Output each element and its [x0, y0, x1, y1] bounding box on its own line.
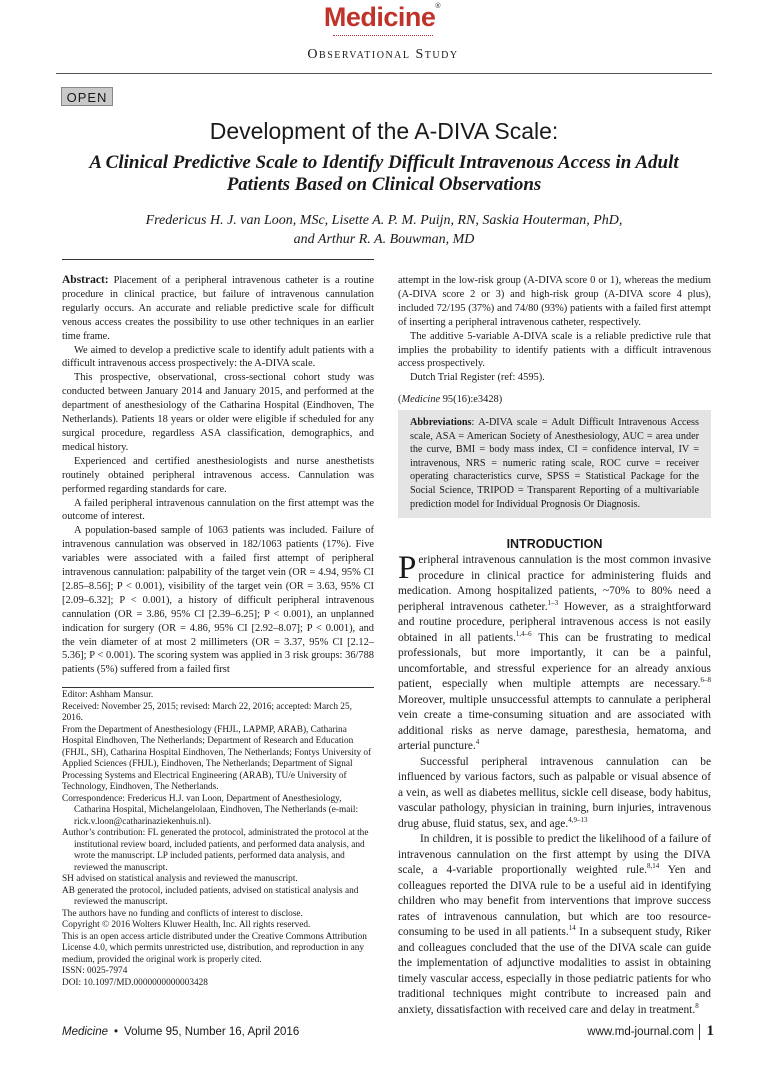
- drop-cap: P: [398, 550, 417, 586]
- article-title: Development of the A-DIVA Scale:: [209, 118, 559, 144]
- footnote-contributions: Author’s contribution: FL generated the protocol, administrated the protocol at the institutional review board, included patients, and performed data analysis, and wrote the manuscript. LP included patients, performed data analysis, and reviewed the manuscript.: [62, 828, 369, 873]
- intro-paragraph-3: [398, 832, 711, 1018]
- citation: (Medicine 95(16):e3428): [398, 394, 503, 406]
- header-rule: [56, 73, 712, 74]
- introduction-heading: INTRODUCTION: [506, 537, 603, 551]
- abstract-heading: Abstract:: [62, 274, 109, 286]
- intro-text: Yen and colleagues reported the DIVA rule to be a useful aid in identifying children who may benefit from interventions that improve success rates of intravenous cannulation, but which are too resource-consuming to be used in all patients.: [398, 864, 711, 938]
- intro-text: eripheral intravenous cannulation is the most common invasive procedure in clinical practice for administering fluids and medication. Among hospitalized patients, ~70% to 80% need a peripheral intravenous catheter.: [398, 554, 711, 613]
- abbreviations-label: Abbreviations: [410, 417, 472, 428]
- intro-text: However, as a straightforward and routine procedure, peripheral intravenous access is not easily obtained in all patients.: [398, 600, 711, 644]
- citation-superscript: 1–3: [547, 598, 559, 607]
- footnote-conflicts: The authors have no funding and conflicts of interest to disclose.: [62, 908, 303, 919]
- citation-superscript: 14: [568, 924, 576, 932]
- intro-text: In children, it is possible to predict the likelihood of a failure of intravenous cannulation on the first attempt by using the DIVA scale, a 4-variable proportionally weighted rule.: [398, 833, 711, 876]
- abstract-left-column: [62, 274, 374, 677]
- author-line-2: and Arthur R. A. Bouwman, MD: [293, 232, 475, 247]
- citation-journal: Medicine: [401, 394, 441, 406]
- intro-text: Moreover, multiple unsuccessful attempts to cannulate a peripheral vein create a time-consuming situation and are associated with additional risks as nerve damage, paresthesia, hematoma, and arterial puncture.: [398, 693, 711, 752]
- journal-url-link[interactable]: www.md-journal.com: [587, 1026, 694, 1038]
- abstract-continuation: attempt in the low-risk group (A-DIVA score 0 or 1), whereas the medium (A-DIVA score 2 or 3) and high-risk group (A-DIVA score 4 plus), included 72/195 (37%) and 74/80 (93%) patients with a failed first attempt of inserting a peripheral intravenous catheter, respectively.: [398, 275, 711, 328]
- intro-text: In a subsequent study, Riker and colleagues concluded that the use of the DIVA scale can guide the implementation of adjunctive modalities to assist in obtaining timely vascular access, especially in those pediatric patients for who traditional techniques might contribute to increased pain and anxiety, dissatisfaction with received care and delay in treatment.: [398, 926, 712, 1016]
- introduction-body: [398, 550, 712, 1018]
- journal-logo: [318, 2, 446, 33]
- intro-text: This can be frustrating to medical professionals, but more importantly, it can be a painful, uncomfortable, and stressful experience for an already anxious patient, especially when multiple attempts are necessary.: [398, 631, 711, 690]
- abstract-paragraph: [62, 274, 374, 344]
- open-access-badge: OPEN: [61, 87, 113, 106]
- footnote-doi: DOI: 10.1097/MD.0000000000003428: [62, 977, 208, 988]
- abstract-text: Placement of a peripheral intravenous catheter is a routine procedure in clinical practice, but failure of intravenous cannulation regularly occurs. An accurate and reliable predictive scale for difficult venous access creates the possibility to use other techniques in an earlier time frame.: [62, 275, 374, 342]
- footnote-rule: [62, 687, 374, 688]
- intro-paragraph-2: [398, 755, 711, 833]
- abbreviations-text: : A-DIVA scale = Adult Difficult Intravenous Access scale, ASA = American Society of Anesthesiology, AUC = area under the curve, BMI = body mass index, CI = confidence interval, IV = intravenous, NRS = numeric rating scale, ROC curve = receiver operating characteristics curve, SPSS = Statistical Package for the Social Science, TRIPOD = Transparent Reporting of a multivariable prediction model for Individual Prognosis Or Diagnosis.: [410, 417, 699, 510]
- abstract-paragraph: A failed peripheral intravenous cannulation on the first attempt was the outcome of interest.: [62, 497, 374, 523]
- footnote-issn: ISSN: 0025-7974: [62, 966, 128, 976]
- page-number: 1: [706, 1023, 714, 1039]
- author-line-1: Fredericus H. J. van Loon, MSc, Lisette A. P. M. Puijn, RN, Saskia Houterman, PhD,: [145, 213, 623, 228]
- footer-divider: [699, 1024, 700, 1040]
- citation-superscript: 8: [695, 1001, 699, 1010]
- footnote-editor: Editor: Ashham Mansur.: [62, 690, 154, 700]
- footnote-contribution-ab: AB generated the protocol, included patients, advised on statistical analysis and reviewed the manuscript.: [62, 885, 359, 907]
- footer-bullet: •: [114, 1026, 119, 1038]
- intro-paragraph-1: [398, 550, 711, 755]
- logo-dotted-rule: [333, 35, 433, 36]
- abstract-right-column: [398, 274, 711, 407]
- footer-issue-info: [62, 1026, 299, 1038]
- footnotes: [62, 690, 374, 989]
- abbreviations-box: [398, 410, 711, 518]
- citation-superscript: 6–8: [700, 676, 711, 684]
- page-footer: [62, 1023, 714, 1043]
- abstract-conclusion: The additive 5-variable A-DIVA scale is a reliable predictive rule that implies the probability to identify patients with a difficult intravenous access prospectively.: [398, 330, 711, 370]
- citation-ref: 95(16):e3428): [440, 394, 503, 406]
- footer-volume: Volume 95, Number 16, April 2016: [124, 1026, 300, 1038]
- abstract-rule: [62, 259, 374, 260]
- article-subtitle: A Clinical Predictive Scale to Identify Difficult Intravenous Access in Adult Patients Based on Clinical Observations: [89, 152, 679, 195]
- abstract-paragraph: A population-based sample of 1063 patients was included. Failure of intravenous cannulation was observed in 182/1063 patients (17%). Five variables were associated with a failed first attempt of peripheral intravenous cannulation: palpability of the target vein (OR = 4.94, 95% CI [2.85–8.56]; P < 0.001), visibility of the target vein (OR = 3.63, 95% CI [2.09–6.32]; P < 0.001), a history of difficult peripheral intravenous cannulation (OR = 3.86, 95% CI [2.39–6.25]; P < 0.001), an unplanned indication for surgery (OR = 4.86, 95% CI [2.92–8.07]; P < 0.001), and the vein diameter of at most 2 millimeters (OR = 3.37, 95% CI [2.12–5.36]; P < 0.001). The scoring system was applied in 3 risk groups: 36/788 patients (5%) suffered from a failed first: [62, 525, 374, 676]
- citation-superscript: 4,9–13: [568, 815, 588, 824]
- footnote-dates: Received: November 25, 2015; revised: March 22, 2016; accepted: March 25, 2016.: [62, 701, 352, 723]
- article-section-label: Observational Study: [307, 47, 459, 62]
- footnote-copyright: Copyright © 2016 Wolters Kluwer Health, Inc. All rights reserved.: [62, 920, 311, 930]
- citation-superscript: 1,4–6: [515, 629, 532, 638]
- footer-journal: Medicine: [62, 1026, 109, 1038]
- citation-superscript: 4: [475, 738, 480, 746]
- citation-superscript: 8,14: [647, 862, 660, 870]
- footnote-correspondence: Correspondence: Fredericus H.J. van Loon, Department of Anesthesiology, Catharina Hospital, Michelangelolaan, Eindhoven, The Netherlands (e-mail: rick.v.loon@catharinaziekenhuis.nl).: [62, 793, 359, 827]
- journal-logo-text: Medicine: [323, 2, 436, 32]
- abstract-paragraph: This prospective, observational, cross-sectional cohort study was conducted between January 2014 and January 2015, and performed at the department of anesthesiology of the Catharina Hospital (Eindhoven, The Netherlands). Patients 18 years or older were eligible if scheduled for any surgical procedure, regardless ASA classification, demographics, and medical history.: [62, 372, 374, 453]
- author-list: [56, 211, 712, 249]
- trial-register: Dutch Trial Register (ref: 4595).: [410, 372, 545, 384]
- footnote-affiliations: From the Department of Anesthesiology (FHJL, LAPMP, ARAB), Catharina Hospital Eindhoven, The Netherlands; Department of Research and Education (FHJL, SH), Catharina Hospital Eindhoven, The Netherlands; Fontys University of Applied Sciences (FHJL), Eindhoven, The Netherlands; Department of Signal Processing Systems and Electrical Engineering (ARAB), TU/e University of Technology, Eindhoven, The Netherlands.: [62, 724, 372, 792]
- footnote-contribution-sh: SH advised on statistical analysis and reviewed the manuscript.: [62, 874, 298, 884]
- abstract-paragraph: We aimed to develop a predictive scale to identify adult patients with a difficult intravenous access prospectively: the A-DIVA scale.: [62, 344, 374, 370]
- registered-mark: ®: [435, 3, 441, 10]
- footnote-license: This is an open access article distributed under the Creative Commons Attribution License 4.0, which permits unrestricted use, distribution, and reproduction in any medium, provided the original work is properly cited.: [62, 931, 367, 965]
- intro-text: Successful peripheral intravenous cannulation can be influenced by various factors, such as palpable or visual absence of a vein, as well as diabetes mellitus, sickle cell disease, body habitus, vascular pathology, physician in training, burn injuries, intravenous drug abuse, fluid status, sex, and age.: [398, 755, 711, 830]
- abstract-paragraph: Experienced and certified anesthesiologists and nurse anesthetists routinely obtained peripheral intravenous access. Cannulation was performed regarding standards for care.: [62, 455, 374, 495]
